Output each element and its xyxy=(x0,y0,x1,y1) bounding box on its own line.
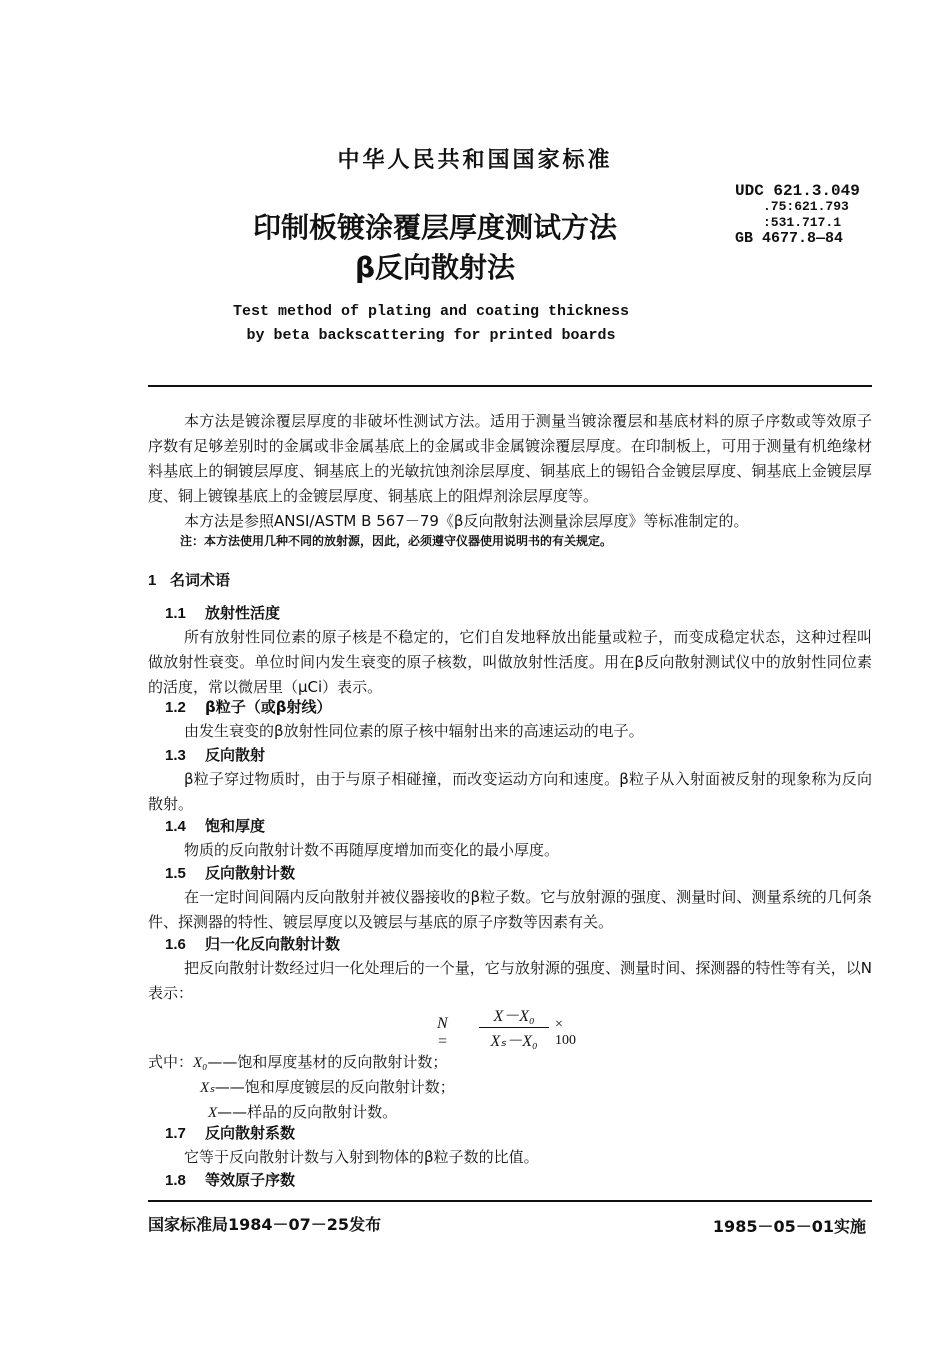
term-title: 放射性活度 xyxy=(205,604,281,622)
term-number: 1.5 xyxy=(165,865,186,882)
term-heading xyxy=(165,602,280,623)
term-number: 1.1 xyxy=(165,605,186,622)
term-title: 归一化反向散射计数 xyxy=(205,935,341,953)
national-standard-heading: 中华人民共和国国家标准 xyxy=(337,148,613,173)
intro-note: 注：本方法使用几种不同的放射源，因此，必须遵守仪器使用说明书的有关规定。 xyxy=(180,534,613,548)
term-definition: 物质的反向散射计数不再随厚度增加而变化的最小厚度。 xyxy=(184,841,560,859)
title-cn-line-2: β反向散射法 xyxy=(354,251,516,284)
term-heading xyxy=(165,862,295,883)
term-heading xyxy=(165,933,340,954)
term-number: 1.7 xyxy=(165,1125,186,1142)
formula-fraction xyxy=(479,1003,549,1051)
section-1-heading xyxy=(148,569,230,590)
term-heading xyxy=(165,744,265,765)
formula-denominator: Xₛ－X₀ xyxy=(490,1033,538,1050)
where-label: 式中： xyxy=(148,1053,194,1071)
effective-date: 1985－05－01实施 xyxy=(712,1217,866,1236)
term-number: 1.2 xyxy=(165,699,186,716)
section-number: 1 xyxy=(148,572,157,589)
term-number: 1.6 xyxy=(165,936,186,953)
formula-lhs: N = xyxy=(437,1015,448,1050)
term-title: 反向散射系数 xyxy=(205,1124,296,1142)
gb-number: GB 4677.8—84 xyxy=(735,230,844,247)
title-en-line-1: Test method of plating and coating thickness xyxy=(232,303,630,320)
definition-symbol: X₀ xyxy=(193,1055,208,1071)
formula-factor: × 100 xyxy=(555,1017,576,1048)
term-title: β粒子（或β射线） xyxy=(205,698,332,716)
definition-symbol: X xyxy=(208,1105,218,1121)
definition-text: ——饱和厚度基材的反向散射计数； xyxy=(207,1053,448,1071)
term-number: 1.4 xyxy=(165,818,186,835)
udc-line-2: .75:621.793 xyxy=(763,199,849,214)
term-heading xyxy=(165,1169,295,1190)
term-definition: 它等于反向散射计数与入射到物体的β粒子数的比值。 xyxy=(184,1148,539,1166)
term-definition: β粒子穿过物质时，由于与原子相碰撞，而改变运动方向和速度。β粒子从入射面被反射的现象称为反向散射。 xyxy=(148,770,872,813)
term-number: 1.3 xyxy=(165,747,186,764)
title-en-line-2: by beta backscattering for printed boards xyxy=(246,327,616,344)
formula-numerator: X－X₀ xyxy=(479,1003,549,1028)
term-number: 1.8 xyxy=(165,1172,186,1189)
section-title: 名词术语 xyxy=(170,571,231,589)
udc-line-3: :531.717.1 xyxy=(763,215,842,230)
definition-symbol: Xₛ xyxy=(200,1080,215,1096)
definition-row xyxy=(148,1050,455,1075)
issue-date: 国家标准局1984－07－25发布 xyxy=(148,1215,382,1234)
term-heading xyxy=(165,1122,295,1143)
definition-text: ——样品的反向散射计数。 xyxy=(217,1103,398,1121)
term-definition: 在一定时间间隔内反向散射并被仪器接收的β粒子数。它与放射源的强度、测量时间、测量系统的几何条件、探测器的特性、镀层厚度以及镀层与基底的原子序数等因素有关。 xyxy=(148,888,872,931)
title-cn-line-1: 印制板镀涂覆层厚度测试方法 xyxy=(252,211,617,244)
udc-line-1: UDC 621.3.049 xyxy=(735,182,860,200)
term-heading xyxy=(165,815,265,836)
term-definition: 所有放射性同位素的原子核是不稳定的，它们自发地释放出能量或粒子，而变成稳定状态，这种过程叫做放射性衰变。单位时间内发生衰变的原子核数，叫做放射性活度。用在β反向散射测试仪中的放射性同位素的活度，常以微居里（μCi）表示。 xyxy=(148,628,872,696)
term-heading xyxy=(165,696,331,717)
term-title: 等效原子序数 xyxy=(205,1171,296,1189)
term-title: 反向散射计数 xyxy=(205,864,296,882)
header-divider xyxy=(148,385,872,387)
term-definition: 把反向散射计数经过归一化处理后的一个量，它与放射源的强度、测量时间、探测器的特性等有关，以N表示： xyxy=(148,959,872,1002)
term-title: 反向散射 xyxy=(205,746,266,764)
term-definition: 由发生衰变的β放射性同位素的原子核中辐射出来的高速运动的电子。 xyxy=(184,722,644,740)
formula-definitions xyxy=(148,1050,455,1125)
term-title: 饱和厚度 xyxy=(205,817,266,835)
footer-divider xyxy=(148,1200,872,1202)
definition-text: ——饱和厚度镀层的反向散射计数； xyxy=(214,1078,455,1096)
definition-row xyxy=(148,1075,455,1100)
intro-paragraph: 本方法是镀涂覆层厚度的非破坏性测试方法。适用于测量当镀涂覆层和基底材料的原子序数或等效原子序数有足够差别时的金属或非金属基底上的金属或非金属镀涂覆层厚度。在印制板上，可用于测量有机绝缘材料基底上的铜镀层厚度、铜基底上的光敏抗蚀剂涂层厚度、铜基底上的锡铅合金镀层厚度、铜基底上金镀层厚度、铜上镀镍基底上的金镀层厚度、铜基底上的阻焊剂涂层厚度等。 xyxy=(148,412,872,505)
intro-reference: 本方法是参照ANSI/ASTM B 567－79《β反向散射法测量涂层厚度》等标准制定的。 xyxy=(184,512,749,530)
